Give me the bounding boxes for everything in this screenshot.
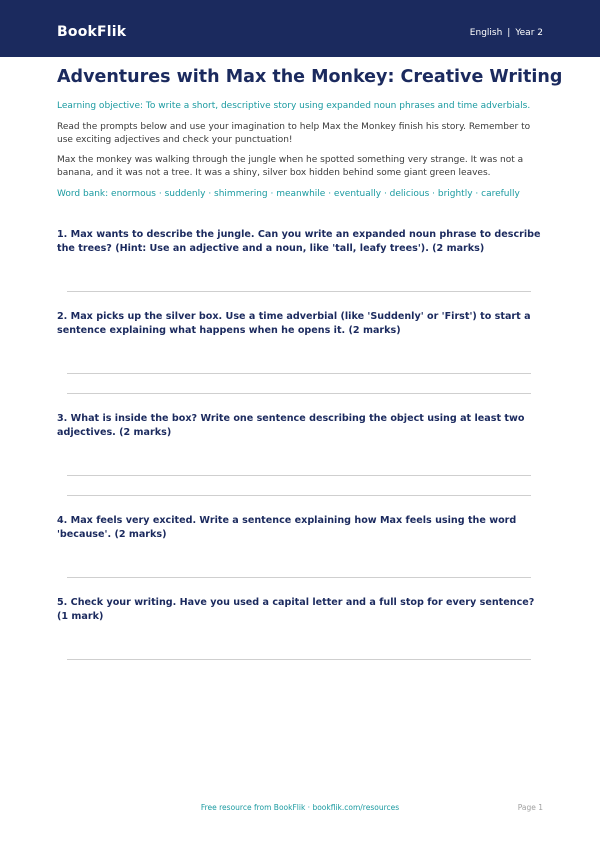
learning-objective: Learning objective: To write a short, descriptive story using expanded noun phrases and time adverbials. [57,101,531,111]
header-bar [0,0,600,57]
question-2: 2. Max picks up the silver box. Use a time adverbial (like 'Suddenly' or 'First') to start a sentence explaining what happens when he opens it. (2 marks) [57,311,531,336]
question-3: 3. What is inside the box? Write one sentence describing the object using at least two adjectives. (2 marks) [57,413,525,438]
answer-line[interactable] [67,373,531,374]
answer-line[interactable] [67,495,531,496]
answer-line[interactable] [67,393,531,394]
footer-credit[interactable]: Free resource from BookFlik · bookflik.com/resources [200,803,400,812]
brand-logo[interactable]: BookFlik [57,24,127,40]
story-paragraph: Max the monkey was walking through the jungle when he spotted something very strange. It was not a banana, and it was not a tree. It was a shiny, silver box hidden behind some giant green leaves. [57,155,524,178]
answer-line[interactable] [67,291,531,292]
subject-label: English [469,28,503,38]
question-1: 1. Max wants to describe the jungle. Can you write an expanded noun phrase to describe the trees? (Hint: Use an adjective and a noun, like 'tall, leafy trees'). (2 marks) [57,229,541,254]
worksheet-intro [57,66,563,200]
word-bank: Word bank: enormous · suddenly · shimmering · meanwhile · eventually · delicious · brightly · carefully [57,189,520,199]
year-label: Year 2 [515,28,543,38]
answer-line[interactable] [67,475,531,476]
page-number: Page 1 [517,803,543,812]
subject-year-label [470,28,543,38]
answer-line[interactable] [67,659,531,660]
question-4: 4. Max feels very excited. Write a sentence explaining how Max feels using the word 'because'. (2 marks) [57,515,517,540]
page-title: Adventures with Max the Monkey: Creative Writing [57,67,563,87]
question-5: 5. Check your writing. Have you used a capital letter and a full stop for every sentence? (1 mark) [57,597,535,622]
answer-line[interactable] [67,577,531,578]
instructions-paragraph: Read the prompts below and use your imagination to help Max the Monkey finish his story. Remember to use exciting adjectives and check your punctuation! [57,122,531,145]
meta-separator: | [507,28,511,38]
